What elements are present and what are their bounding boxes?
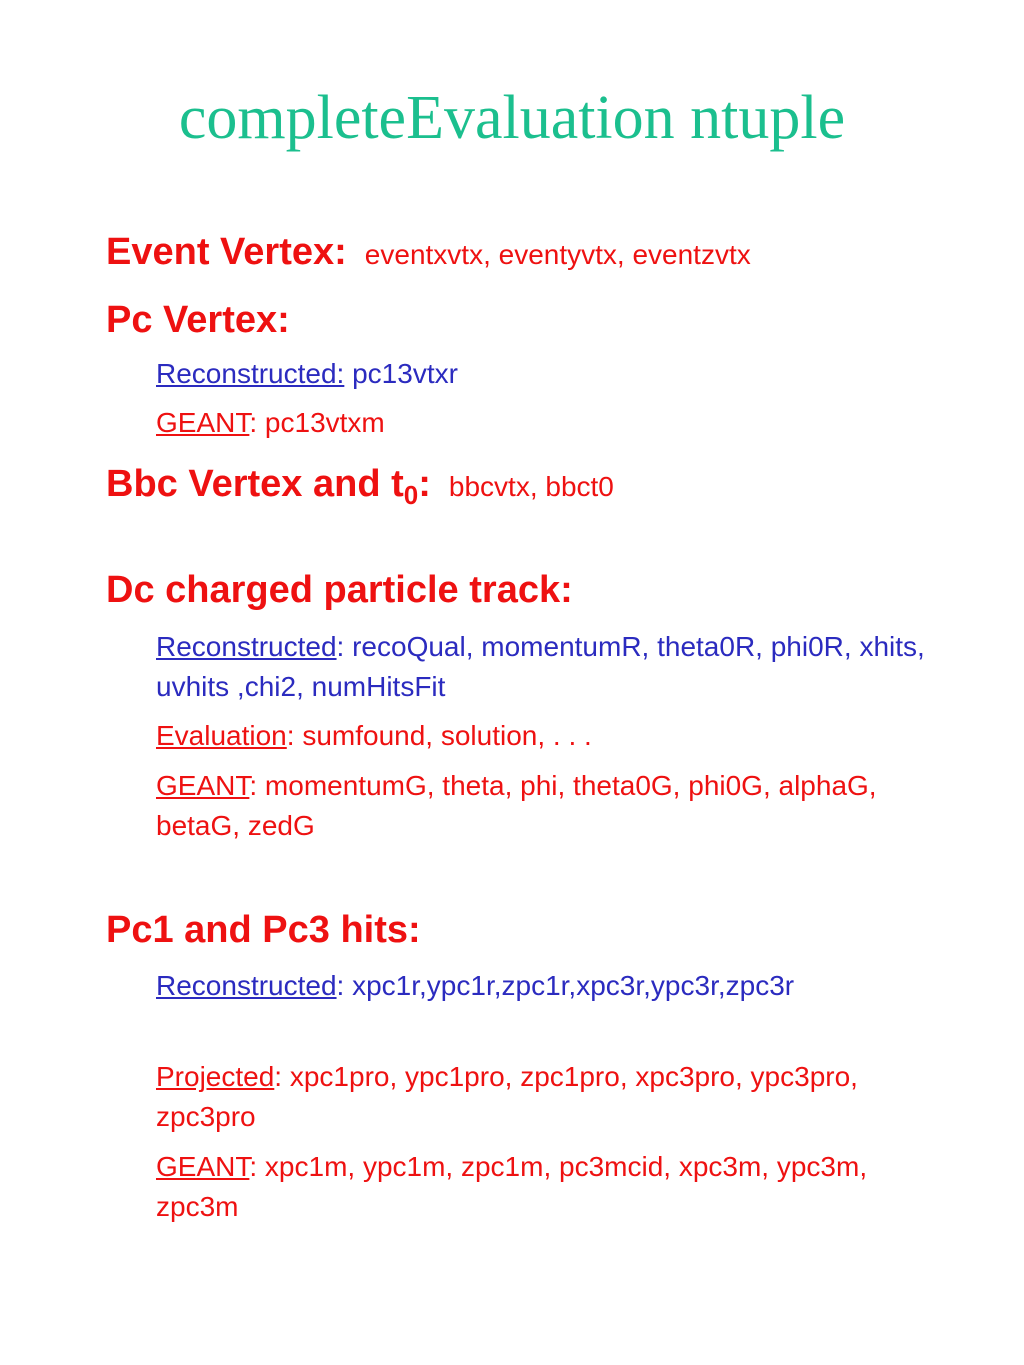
pc-vertex-reconstructed-label: Reconstructed: xyxy=(156,358,345,389)
pc-hits-geant xyxy=(156,1147,936,1227)
event-vertex-label: Event Vertex: xyxy=(106,231,347,273)
bbc-vertex-value: bbcvtx, bbct0 xyxy=(448,471,614,502)
dc-track-evaluation xyxy=(156,716,936,756)
dc-track-geant-value: : momentumG, theta, phi, theta0G, phi0G, alphaG, betaG, zedG xyxy=(156,770,877,841)
dc-track-reconstructed xyxy=(156,627,936,707)
pc-vertex-geant xyxy=(156,403,936,443)
event-vertex-heading xyxy=(106,230,1006,277)
pc-hits-reconstructed-label: Reconstructed xyxy=(156,970,337,1001)
dc-track-reconstructed-label: Reconstructed xyxy=(156,631,337,662)
event-vertex-value: eventxvtx, eventyvtx, eventzvtx xyxy=(364,239,751,270)
page-title: completeEvaluation ntuple xyxy=(178,84,846,152)
dc-track-reconstructed-value: : recoQual, momentumR, theta0R, phi0R, xhits, uvhits ,chi2, numHitsFit xyxy=(156,631,925,702)
pc-hits-geant-value: : xpc1m, ypc1m, zpc1m, pc3mcid, xpc3m, ypc3m, zpc3m xyxy=(156,1151,868,1222)
dc-track-evaluation-label: Evaluation xyxy=(156,720,287,751)
pc-hits-reconstructed-value: : xpc1r,ypc1r,zpc1r,xpc3r,ypc3r,zpc3r xyxy=(336,970,795,1001)
bbc-vertex-label: Bbc Vertex and t xyxy=(106,463,404,505)
pc-hits-projected-label: Projected xyxy=(156,1061,275,1092)
pc-hits-projected-value: : xpc1pro, ypc1pro, zpc1pro, xpc3pro, ypc3pro, zpc3pro xyxy=(156,1061,858,1132)
dc-track-geant xyxy=(156,766,936,846)
pc-hits-heading: Pc1 and Pc3 hits: xyxy=(106,909,421,951)
dc-track-evaluation-value: : sumfound, solution, . . . xyxy=(286,720,592,751)
bbc-vertex-heading xyxy=(106,462,1006,509)
pc-vertex-heading: Pc Vertex: xyxy=(106,299,290,341)
pc-vertex-geant-value: : pc13vtxm xyxy=(249,407,385,438)
pc-hits-geant-label: GEANT xyxy=(156,1151,250,1182)
pc-vertex-reconstructed-value: pc13vtxr xyxy=(352,358,458,389)
pc-vertex-geant-label: GEANT xyxy=(156,407,250,438)
bbc-vertex-subscript: 0 xyxy=(403,480,419,510)
pc-hits-projected xyxy=(156,1057,936,1137)
dc-track-geant-label: GEANT xyxy=(156,770,250,801)
bbc-vertex-colon: : xyxy=(418,463,431,505)
pc-vertex-reconstructed xyxy=(156,354,936,394)
dc-track-heading: Dc charged particle track: xyxy=(106,569,573,611)
pc-hits-reconstructed xyxy=(156,966,936,1006)
